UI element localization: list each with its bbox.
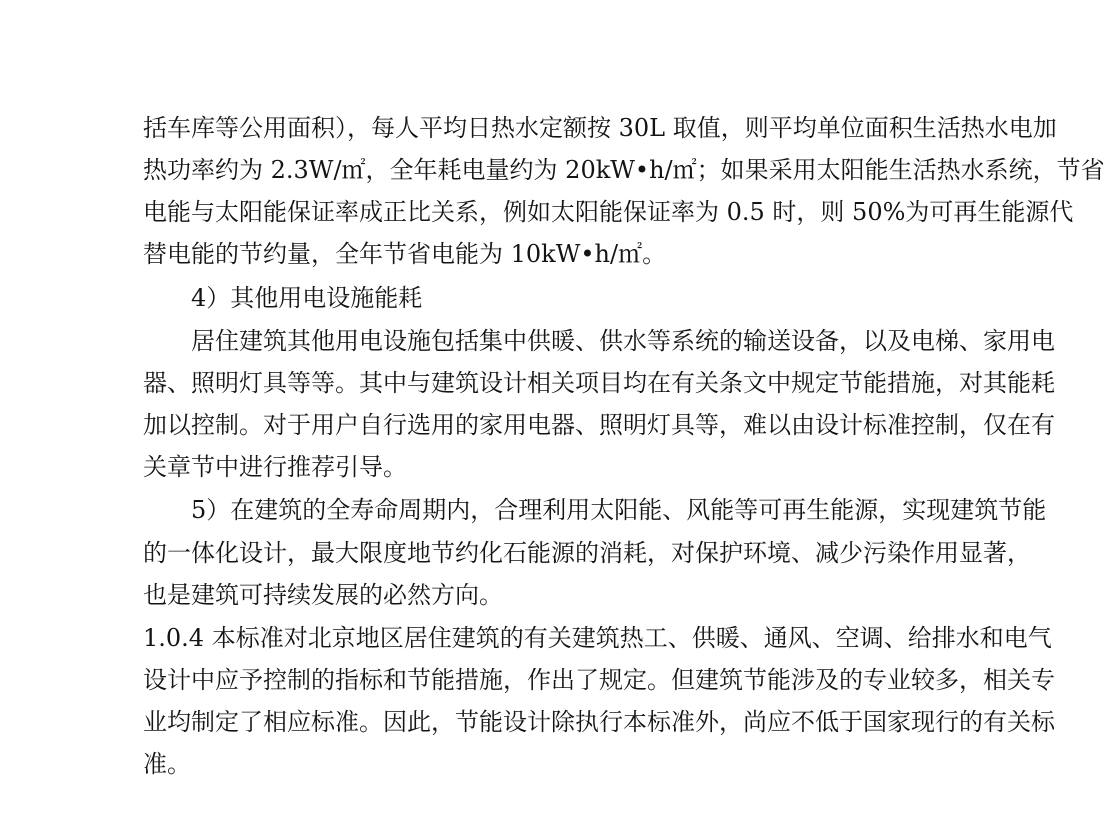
paragraph-line: 的一体化设计，最大限度地节约化石能源的消耗，对保护环境、减少污染作用显著，	[143, 539, 1031, 567]
paragraph-line: 电能与太阳能保证率成正比关系，例如太阳能保证率为 0.5 时，则 50%为可再生能源代	[143, 198, 1074, 226]
paragraph-line: 括车库等公用面积），每人平均日热水定额按 30L 取值，则平均单位面积生活热水电加	[143, 114, 1057, 142]
section-heading: 4）其他用电设施能耗	[191, 284, 423, 312]
paragraph-line: 居住建筑其他用电设施包括集中供暖、供水等系统的输送设备，以及电梯、家用电	[191, 327, 1055, 355]
clause-line: 1.0.4 本标准对北京地区居住建筑的有关建筑热工、供暖、通风、空调、给排水和电气	[143, 624, 1052, 652]
paragraph-line: 加以控制。对于用户自行选用的家用电器、照明灯具等，难以由设计标准控制，仅在有	[143, 411, 1055, 439]
paragraph-line: 关章节中进行推荐引导。	[143, 453, 407, 481]
paragraph-line: 热功率约为 2.3W/㎡，全年耗电量约为 20kW•h/㎡；如果采用太阳能生活热水系统，节省	[143, 156, 1105, 184]
paragraph-line: 也是建筑可持续发展的必然方向。	[143, 581, 503, 609]
paragraph-line: 替电能的节约量，全年节省电能为 10kW•h/㎡。	[143, 240, 667, 268]
paragraph-line: 准。	[143, 750, 191, 778]
paragraph-line: 器、照明灯具等等。其中与建筑设计相关项目均在有关条文中规定节能措施，对其能耗	[143, 369, 1055, 397]
paragraph-line: 设计中应予控制的指标和节能措施，作出了规定。但建筑节能涉及的专业较多，相关专	[143, 666, 1055, 694]
paragraph-line: 业均制定了相应标准。因此，节能设计除执行本标准外，尚应不低于国家现行的有关标	[143, 708, 1055, 736]
paragraph-line: 5）在建筑的全寿命周期内，合理利用太阳能、风能等可再生能源，实现建筑节能	[191, 496, 1047, 524]
